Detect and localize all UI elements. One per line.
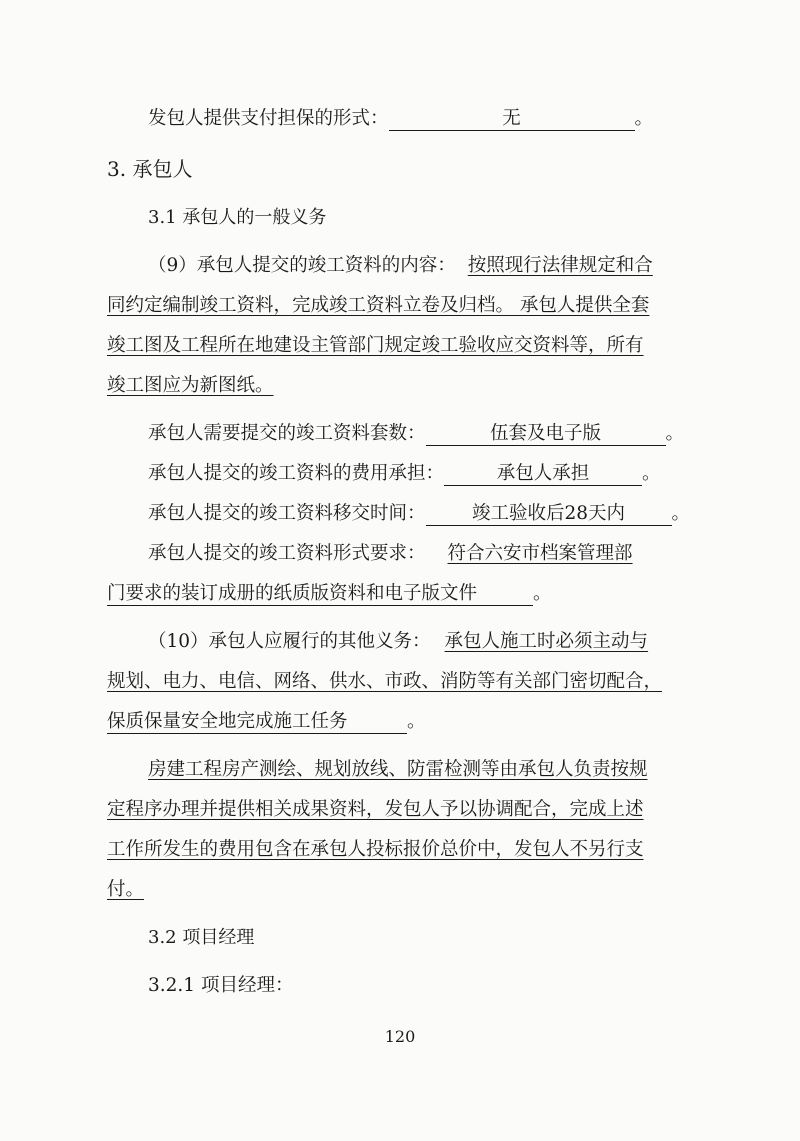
form-line-2 [107,582,800,606]
section-3-1-number: 3.1 [148,207,177,228]
building-line-2: 定程序办理并提供相关成果资料，发包人予以协调配合，完成上述 [107,799,644,820]
item-10-line-3 [107,710,800,734]
item-10-line-1 [148,630,800,654]
section-3-2-1-heading [148,974,800,998]
cost-end: 。 [642,463,661,484]
section-3-2-heading [148,926,800,950]
payment-guarantee-line [148,107,800,131]
item-9-line-1 [148,254,800,278]
building-line-3: 工作所发生的费用包含在承包人投标报价总价中，发包人不另行支 [107,839,644,860]
item-10-value: 承包人施工时必须主动与 [444,631,649,652]
item-10-line-3-text: 保质保量安全地完成施工任务 [107,711,407,734]
section-3-2-1-number: 3.2.1 [148,975,196,996]
item-9-line-3: 竣工图及工程所在地建设主管部门规定竣工验收应交资料等，所有 [107,335,644,356]
payment-guarantee-value: 无 [389,108,635,131]
item-9-line-4: 竣工图应为新图纸。 [107,375,274,396]
building-line-1: 房建工程房产测绘、规划放线、防雷检测等由承包人负责按规 [148,759,648,780]
item-9-line-2: 同约定编制竣工资料，完成竣工资料立卷及归档。 承包人提供全套 [107,295,650,316]
cost-label: 承包人提交的竣工资料的费用承担： [148,463,445,484]
payment-guarantee-label: 发包人提供支付担保的形式： [148,108,389,129]
form-line-2-text: 门要求的装订成册的纸质版资料和电子版文件 [107,583,533,606]
section-3-title: 承包人 [132,157,193,181]
section-3-number: 3. [107,157,127,181]
item-10-line-2: 规划、电力、电信、网络、供水、市政、消防等有关部门密切配合， [107,671,663,692]
item-9-label: （9）承包人提交的竣工资料的内容： [148,255,456,276]
section-3-2-title: 项目经理 [182,927,255,948]
item-10-label: （10）承包人应履行的其他义务： [148,631,431,652]
item-9-value: 按照现行法律规定和合 [467,255,653,276]
sets-label: 承包人需要提交的竣工资料套数： [148,423,426,444]
form-line-1 [148,542,800,566]
handover-end: 。 [671,503,691,524]
handover-line [148,502,800,526]
sets-end: 。 [665,423,685,444]
handover-label: 承包人提交的竣工资料移交时间： [148,503,426,524]
item-10-end: 。 [407,711,426,732]
building-line-4: 付。 [107,879,145,900]
cost-line [148,462,800,486]
section-3-2-number: 3.2 [148,927,177,948]
form-end: 。 [533,583,552,604]
section-3-1-heading [148,206,800,230]
section-3-heading [107,157,800,181]
payment-guarantee-end: 。 [634,108,654,129]
cost-value: 承包人承担 [444,463,642,486]
sets-line [148,422,800,446]
form-value: 符合六安市档案管理部 [447,543,633,564]
section-3-2-1-title: 项目经理： [200,975,294,996]
sets-value: 伍套及电子版 [426,423,666,446]
handover-value: 竣工验收后28天内 [426,503,672,526]
page-number: 120 [384,1027,416,1046]
section-3-1-title: 承包人的一般义务 [182,207,327,228]
form-label: 承包人提交的竣工资料形式要求： [148,543,426,564]
